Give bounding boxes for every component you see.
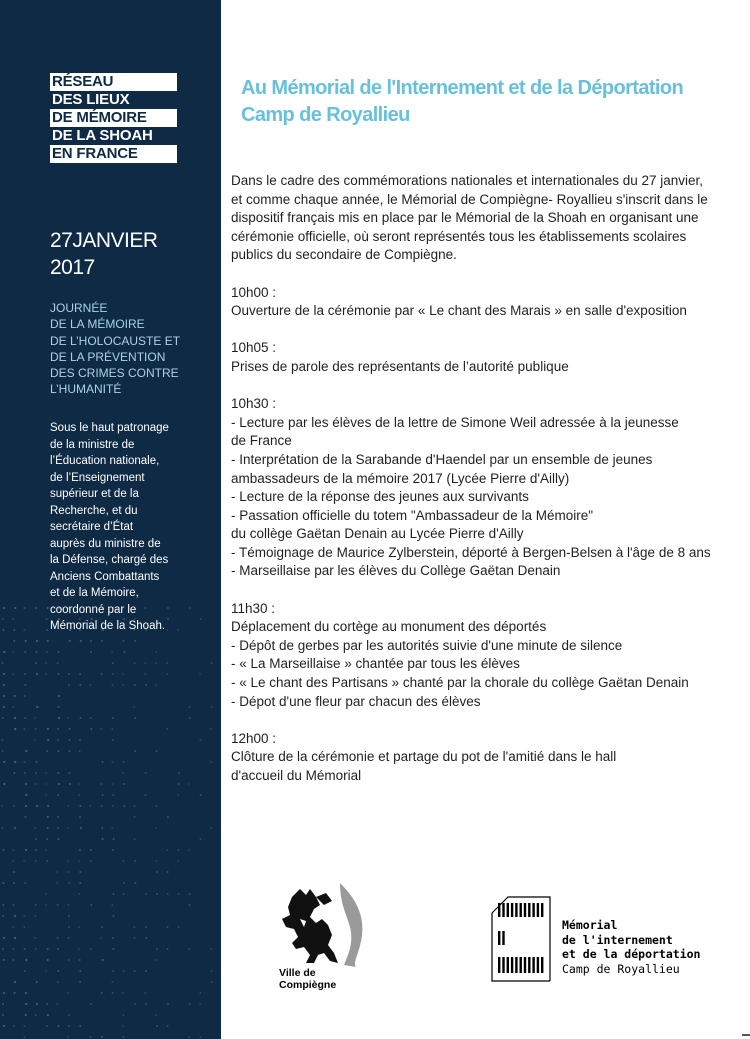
schedule-line: Prises de parole des représentants de l’autorité publique bbox=[231, 358, 569, 374]
dot-pattern bbox=[0, 600, 221, 1039]
schedule-line: - Lecture de la réponse des jeunes aux survivants bbox=[231, 489, 529, 505]
intro-line: dispositif français mis en place par le Mémorial de la Shoah en organisant une bbox=[231, 210, 699, 226]
compiegne-logo-line: Compiègne bbox=[279, 979, 337, 991]
schedule-line: - Lecture par les élèves de la lettre de Simone Weil adressée à la jeunesse bbox=[231, 414, 679, 430]
network-logo-line: EN FRANCE bbox=[50, 145, 177, 163]
intro-line: et comme chaque année, le Mémorial de Compiègne- Royallieu s'inscrit dans le bbox=[231, 191, 708, 207]
program-body bbox=[231, 172, 746, 786]
journee-line: DES CRIMES CONTRE bbox=[50, 366, 179, 381]
patronage-line: Mémorial de la Shoah. bbox=[50, 620, 166, 632]
journee-line: L’HUMANITÉ bbox=[50, 382, 122, 397]
page-edge-mark bbox=[742, 1034, 750, 1036]
schedule-line: - « Le chant des Partisans » chanté par la chorale du collège Gaëtan Denain bbox=[231, 675, 689, 691]
event-date-year: 2017 bbox=[50, 256, 95, 279]
schedule-time: 10h00 : bbox=[231, 284, 277, 300]
memorial-building-icon bbox=[488, 893, 558, 983]
compiegne-logo-line: Ville de bbox=[279, 967, 316, 979]
patronage-line: et de la Mémoire, bbox=[50, 587, 139, 599]
page-title-line: Au Mémorial de l'Internement et de la Déportation bbox=[241, 77, 684, 99]
sidebar bbox=[0, 0, 221, 1039]
schedule-line: - « La Marseillaise » chantée par tous les élèves bbox=[231, 656, 520, 672]
schedule-time: 11h30 : bbox=[231, 600, 276, 616]
patronage-line: de l’Enseignement bbox=[50, 471, 145, 484]
patronage-line: auprès du ministre de bbox=[50, 537, 161, 550]
patronage-line: Sous le haut patronage bbox=[50, 422, 169, 434]
network-logo bbox=[50, 73, 180, 163]
page-title bbox=[241, 75, 683, 129]
schedule-line: du collège Gaëtan Denain au Lycée Pierre d'Ailly bbox=[231, 526, 524, 542]
patronage-line: supérieur et de la bbox=[50, 488, 139, 500]
network-logo-line: DE LA SHOAH bbox=[52, 127, 153, 144]
journee-line: DE LA PRÉVENTION bbox=[50, 349, 166, 364]
schedule-line: - Passation officielle du totem "Ambassadeur de la Mémoire" bbox=[231, 507, 594, 523]
patronage-line: coordonné par le bbox=[50, 603, 137, 616]
network-logo-line: RÉSEAU bbox=[50, 73, 177, 91]
schedule-line: - Dépôt de gerbes par les autorités suivie d'une minute de silence bbox=[231, 637, 623, 653]
journee-line: DE LA MÉMOIRE bbox=[50, 317, 145, 332]
compiegne-logo-text bbox=[279, 967, 336, 991]
patronage-line: de la ministre de bbox=[50, 438, 135, 451]
schedule-line: de France bbox=[231, 433, 292, 449]
schedule-time: 12h00 : bbox=[231, 730, 277, 746]
schedule-time: 10h05 : bbox=[231, 340, 277, 356]
schedule-line: Déplacement du cortège au monument des déportés bbox=[231, 619, 547, 635]
network-logo-line: DE MÉMOIRE bbox=[50, 109, 177, 127]
schedule-line: - Dépot d'une fleur par chacun des élèves bbox=[231, 693, 481, 709]
schedule-line: d'accueil du Mémorial bbox=[231, 768, 362, 783]
intro-line: Dans le cadre des commémorations nationales et internationales du 27 janvier, bbox=[231, 173, 704, 188]
journee-line: DE L’HOLOCAUSTE ET bbox=[50, 333, 181, 348]
patronage-line: la Défense, chargé des bbox=[50, 554, 169, 566]
memorial-logo-line: Mémorial bbox=[562, 918, 618, 932]
memorial-logo-line: Camp de Royallieu bbox=[562, 961, 680, 976]
patronage-line: l’Éducation nationale, bbox=[50, 455, 160, 467]
schedule-line: ambassadeurs de la mémoire 2017 (Lycée Pierre d'Ailly) bbox=[231, 470, 570, 486]
patronage-line: Anciens Combattants bbox=[50, 570, 160, 583]
patronage-line: Recherche, et du bbox=[50, 504, 138, 517]
schedule-time: 10h30 : bbox=[231, 396, 277, 412]
memorial-logo-line: et de la déportation bbox=[562, 947, 701, 961]
intro-line: publics du secondaire de Compiègne. bbox=[231, 247, 457, 263]
schedule-line: - Marseillaise par les élèves du Collège Gaëtan Denain bbox=[231, 563, 561, 579]
memorial-logo-text bbox=[562, 918, 700, 976]
journee-heading bbox=[50, 300, 220, 398]
schedule-line: - Interprétation de la Sarabande d'Haendel par un ensemble de jeunes bbox=[231, 451, 653, 467]
network-logo-line: DES LIEUX bbox=[52, 91, 130, 108]
page-title-line: Camp de Royallieu bbox=[241, 104, 410, 126]
schedule-line: Clôture de la cérémonie et partage du pot de l'amitié dans le hall bbox=[231, 749, 617, 765]
event-date-day: 27JANVIER bbox=[50, 229, 158, 252]
schedule-line: - Témoignage de Maurice Zylberstein, déporté à Bergen-Belsen à l'âge de 8 ans bbox=[231, 544, 711, 560]
intro-line: cérémonie officielle, où seront représentés tous les établissements scolaires bbox=[231, 228, 687, 244]
memorial-logo-line: de l'internement bbox=[562, 932, 673, 947]
journee-line: JOURNÉE bbox=[50, 301, 108, 315]
patronage-text bbox=[50, 420, 215, 635]
patronage-line: secrétaire d’État bbox=[50, 521, 134, 533]
schedule-line: Ouverture de la cérémonie par « Le chant des Marais » en salle d'exposition bbox=[231, 303, 687, 319]
